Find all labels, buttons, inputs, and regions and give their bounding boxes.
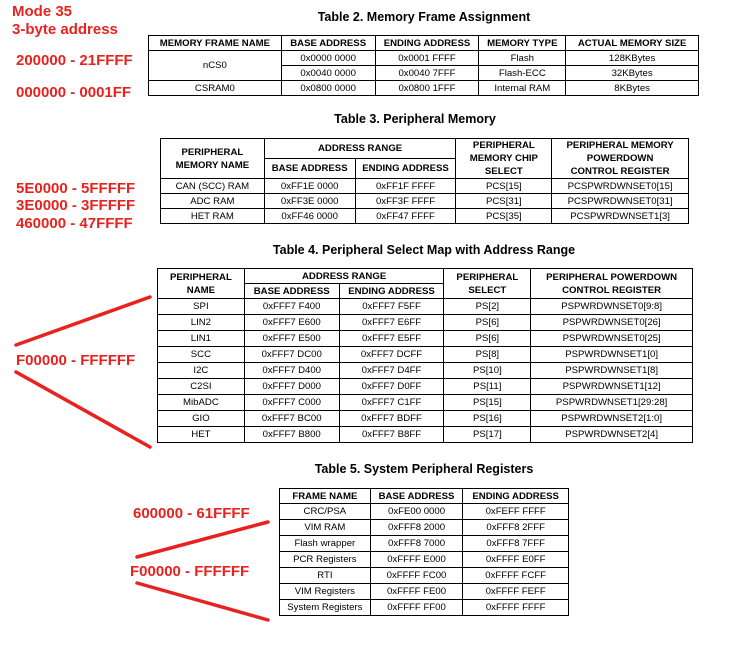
column-header: ENDING ADDRESS — [463, 489, 569, 504]
frame-name-cell: VIM RAM — [280, 520, 371, 536]
ending-address-cell: 0x0040 7FFF — [375, 66, 479, 81]
header-line: PERIPHERAL — [181, 146, 244, 158]
table5-body — [280, 504, 569, 616]
ending-address-cell: 0x0800 1FFF — [375, 81, 479, 96]
header-line: POWERDOWN — [586, 153, 654, 164]
powerdown-register-cell: PSPWRDWNSET1[8] — [531, 363, 693, 379]
peripheral-select-cell: PS[6] — [444, 315, 531, 331]
range-annotation-system: F00000 - FFFFFF — [130, 563, 250, 580]
address-mode-label: 3-byte address — [12, 21, 118, 38]
column-group-header: ADDRESS RANGE — [264, 139, 456, 159]
ending-address-cell: 0xFFF7 B8FF — [339, 427, 444, 443]
peripheral-select-cell: PS[6] — [444, 331, 531, 347]
ending-address-cell: 0xFFF7 E5FF — [339, 331, 444, 347]
table-row — [280, 600, 569, 616]
powerdown-register-cell: PCSPWRDWNSET1[3] — [552, 209, 689, 224]
peripheral-name-cell: LIN2 — [158, 315, 245, 331]
header-line: NAME — [186, 284, 216, 296]
ending-address-cell: 0xFFFF FFFF — [463, 600, 569, 616]
column-header — [456, 139, 552, 179]
ending-address-cell: 0xFFF7 DCFF — [339, 347, 444, 363]
ending-address-cell: 0xFFFF E0FF — [463, 552, 569, 568]
base-address-cell: 0xFFFF FF00 — [370, 600, 463, 616]
peripheral-select-cell: PS[15] — [444, 395, 531, 411]
table-row — [158, 395, 693, 411]
table-row — [280, 552, 569, 568]
ending-address-cell: 0xFF1F FFFF — [355, 179, 456, 194]
table2-title: Table 2. Memory Frame Assignment — [317, 10, 531, 24]
table-row — [158, 299, 693, 315]
powerdown-register-cell: PCSPWRDWNSET0[31] — [552, 194, 689, 209]
base-address-cell: 0xFFFF FC00 — [370, 568, 463, 584]
table5-title: Table 5. System Peripheral Registers — [314, 462, 534, 476]
chip-select-cell: PCS[15] — [456, 179, 552, 194]
ending-address-cell: 0xFFF7 D4FF — [339, 363, 444, 379]
column-header: BASE ADDRESS — [370, 489, 463, 504]
table-row — [280, 568, 569, 584]
powerdown-register-cell: PSPWRDWNSET2[4] — [531, 427, 693, 443]
base-address-cell: 0xFE00 0000 — [370, 504, 463, 520]
table-row — [158, 315, 693, 331]
table-row — [161, 179, 689, 194]
ending-address-cell: 0xFFF7 BDFF — [339, 411, 444, 427]
column-header: ENDING ADDRESS — [355, 159, 456, 179]
table-row — [280, 504, 569, 520]
column-header — [531, 269, 693, 299]
ending-address-cell: 0xFFF7 D0FF — [339, 379, 444, 395]
memory-type-cell: Internal RAM — [479, 81, 566, 96]
table-row — [149, 51, 699, 66]
header-line: PERIPHERAL MEMORY — [566, 140, 674, 151]
column-header — [444, 269, 531, 299]
table-row — [158, 363, 693, 379]
range-annotation-adc-ram: 3E0000 - 3FFFFF — [16, 197, 136, 214]
frame-name-cell: CRC/PSA — [280, 504, 371, 520]
frame-name-cell: System Registers — [280, 600, 371, 616]
table-row — [161, 209, 689, 224]
peripheral-name-cell: I2C — [158, 363, 245, 379]
ending-address-cell: 0xFEFF FFFF — [463, 504, 569, 520]
memory-size-cell: 128KBytes — [566, 51, 699, 66]
bracket-line-lower — [16, 372, 150, 447]
base-address-cell: 0xFFF7 DC00 — [244, 347, 339, 363]
range-annotation-crc: 600000 - 61FFFF — [133, 505, 250, 522]
ending-address-cell: 0xFFFF FEFF — [463, 584, 569, 600]
bracket-line-upper — [16, 297, 150, 345]
powerdown-register-cell: PSPWRDWNSET1[29:28] — [531, 395, 693, 411]
powerdown-register-cell: PSPWRDWNSET1[12] — [531, 379, 693, 395]
base-address-cell: 0x0800 0000 — [281, 81, 375, 96]
header-line: SELECT — [484, 166, 523, 177]
table-row — [280, 584, 569, 600]
base-address-cell: 0xFFF7 BC00 — [244, 411, 339, 427]
range-annotation-peripherals: F00000 - FFFFFF — [16, 352, 136, 369]
column-header: ENDING ADDRESS — [339, 284, 444, 299]
table-row — [149, 81, 699, 96]
column-header: ENDING ADDRESS — [375, 36, 479, 51]
table-row — [158, 411, 693, 427]
ending-address-cell: 0xFFF8 2FFF — [463, 520, 569, 536]
table-header-row — [280, 489, 569, 504]
base-address-cell: 0xFFF7 F400 — [244, 299, 339, 315]
peripheral-name-cell: HET — [158, 427, 245, 443]
peripheral-name-cell: SPI — [158, 299, 245, 315]
table3-peripheral-memory — [160, 138, 689, 224]
peripheral-name-cell: MibADC — [158, 395, 245, 411]
frame-name-cell: VIM Registers — [280, 584, 371, 600]
base-address-cell: 0xFF1E 0000 — [264, 179, 355, 194]
base-address-cell: 0xFFFF FE00 — [370, 584, 463, 600]
header-line: PERIPHERAL POWERDOWN — [546, 271, 678, 283]
column-header — [161, 139, 265, 179]
table-row — [158, 427, 693, 443]
powerdown-register-cell: PSPWRDWNSET2[1:0] — [531, 411, 693, 427]
header-line: PERIPHERAL — [456, 271, 519, 283]
column-header: BASE ADDRESS — [281, 36, 375, 51]
peripheral-select-cell: PS[10] — [444, 363, 531, 379]
memory-size-cell: 32KBytes — [566, 66, 699, 81]
frame-name-cell: CSRAM0 — [149, 81, 282, 96]
range-annotation-can-ram: 5E0000 - 5FFFFF — [16, 180, 136, 197]
chip-select-cell: PCS[35] — [456, 209, 552, 224]
ending-address-cell: 0xFFF7 F5FF — [339, 299, 444, 315]
base-address-cell: 0xFFF7 D400 — [244, 363, 339, 379]
peripheral-name-cell: LIN1 — [158, 331, 245, 347]
memory-name-cell: CAN (SCC) RAM — [161, 179, 265, 194]
memory-name-cell: HET RAM — [161, 209, 265, 224]
header-line: PERIPHERAL — [169, 271, 232, 283]
table-row — [161, 194, 689, 209]
table-row — [280, 536, 569, 552]
table-header-row — [149, 36, 699, 51]
memory-size-cell: 8KBytes — [566, 81, 699, 96]
peripheral-select-cell: PS[17] — [444, 427, 531, 443]
base-address-cell: 0xFF3E 0000 — [264, 194, 355, 209]
peripheral-name-cell: C2SI — [158, 379, 245, 395]
table4-title: Table 4. Peripheral Select Map with Address Range — [272, 243, 576, 257]
frame-name-cell: PCR Registers — [280, 552, 371, 568]
powerdown-register-cell: PSPWRDWNSET0[9:8] — [531, 299, 693, 315]
base-address-cell: 0xFFF8 7000 — [370, 536, 463, 552]
table2-memory-frame — [148, 35, 699, 96]
table-row — [158, 347, 693, 363]
column-group-header: ADDRESS RANGE — [244, 269, 444, 284]
mode-label: Mode 35 — [12, 3, 73, 20]
peripheral-select-cell: PS[16] — [444, 411, 531, 427]
powerdown-register-cell: PCSPWRDWNSET0[15] — [552, 179, 689, 194]
range-annotation-flash: 200000 - 21FFFF — [16, 52, 133, 69]
chip-select-cell: PCS[31] — [456, 194, 552, 209]
table4-body — [158, 299, 693, 443]
ending-address-cell: 0x0001 FFFF — [375, 51, 479, 66]
table-row — [158, 331, 693, 347]
header-line: MEMORY CHIP — [469, 153, 538, 164]
range-annotation-het-ram: 460000 - 47FFFF — [16, 215, 133, 232]
base-address-cell: 0xFFF8 2000 — [370, 520, 463, 536]
peripheral-select-cell: PS[8] — [444, 347, 531, 363]
memory-type-cell: Flash — [479, 51, 566, 66]
frame-name-cell: Flash wrapper — [280, 536, 371, 552]
header-line: CONTROL REGISTER — [570, 166, 670, 177]
base-address-cell: 0xFFF7 E500 — [244, 331, 339, 347]
base-address-cell: 0xFFF7 E600 — [244, 315, 339, 331]
header-line: SELECT — [468, 284, 507, 296]
powerdown-register-cell: PSPWRDWNSET0[25] — [531, 331, 693, 347]
header-line: CONTROL REGISTER — [562, 284, 662, 296]
powerdown-register-cell: PSPWRDWNSET1[0] — [531, 347, 693, 363]
table-row — [158, 379, 693, 395]
ending-address-cell: 0xFFF7 C1FF — [339, 395, 444, 411]
peripheral-name-cell: SCC — [158, 347, 245, 363]
range-annotation-csram: 000000 - 0001FF — [16, 84, 132, 101]
table-row — [280, 520, 569, 536]
base-address-cell: 0x0000 0000 — [281, 51, 375, 66]
column-header: MEMORY TYPE — [479, 36, 566, 51]
header-line: PERIPHERAL — [472, 140, 535, 151]
table4-peripheral-select-map — [157, 268, 693, 443]
column-header: BASE ADDRESS — [264, 159, 355, 179]
header-line: MEMORY NAME — [175, 159, 250, 171]
base-address-cell: 0x0040 0000 — [281, 66, 375, 81]
peripheral-select-cell: PS[2] — [444, 299, 531, 315]
column-header — [158, 269, 245, 299]
ending-address-cell: 0xFF47 FFFF — [355, 209, 456, 224]
column-header — [552, 139, 689, 179]
base-address-cell: 0xFFF7 B800 — [244, 427, 339, 443]
peripheral-name-cell: GIO — [158, 411, 245, 427]
ending-address-cell: 0xFFF8 7FFF — [463, 536, 569, 552]
column-header: MEMORY FRAME NAME — [149, 36, 282, 51]
memory-type-cell: Flash-ECC — [479, 66, 566, 81]
powerdown-register-cell: PSPWRDWNSET0[26] — [531, 315, 693, 331]
bracket-line-upper-2 — [137, 522, 268, 557]
memory-name-cell: ADC RAM — [161, 194, 265, 209]
base-address-cell: 0xFF46 0000 — [264, 209, 355, 224]
ending-address-cell: 0xFF3F FFFF — [355, 194, 456, 209]
column-header: FRAME NAME — [280, 489, 371, 504]
table3-title: Table 3. Peripheral Memory — [334, 112, 496, 126]
base-address-cell: 0xFFF7 D000 — [244, 379, 339, 395]
frame-name-cell: nCS0 — [149, 51, 282, 81]
column-header: ACTUAL MEMORY SIZE — [566, 36, 699, 51]
peripheral-select-cell: PS[11] — [444, 379, 531, 395]
base-address-cell: 0xFFFF E000 — [370, 552, 463, 568]
base-address-cell: 0xFFF7 C000 — [244, 395, 339, 411]
table-header-row — [158, 269, 693, 284]
table-header-row — [161, 139, 689, 159]
table5-system-peripheral-registers — [279, 488, 569, 616]
ending-address-cell: 0xFFF7 E6FF — [339, 315, 444, 331]
column-header: BASE ADDRESS — [244, 284, 339, 299]
ending-address-cell: 0xFFFF FCFF — [463, 568, 569, 584]
bracket-line-lower-2 — [137, 583, 268, 620]
frame-name-cell: RTI — [280, 568, 371, 584]
